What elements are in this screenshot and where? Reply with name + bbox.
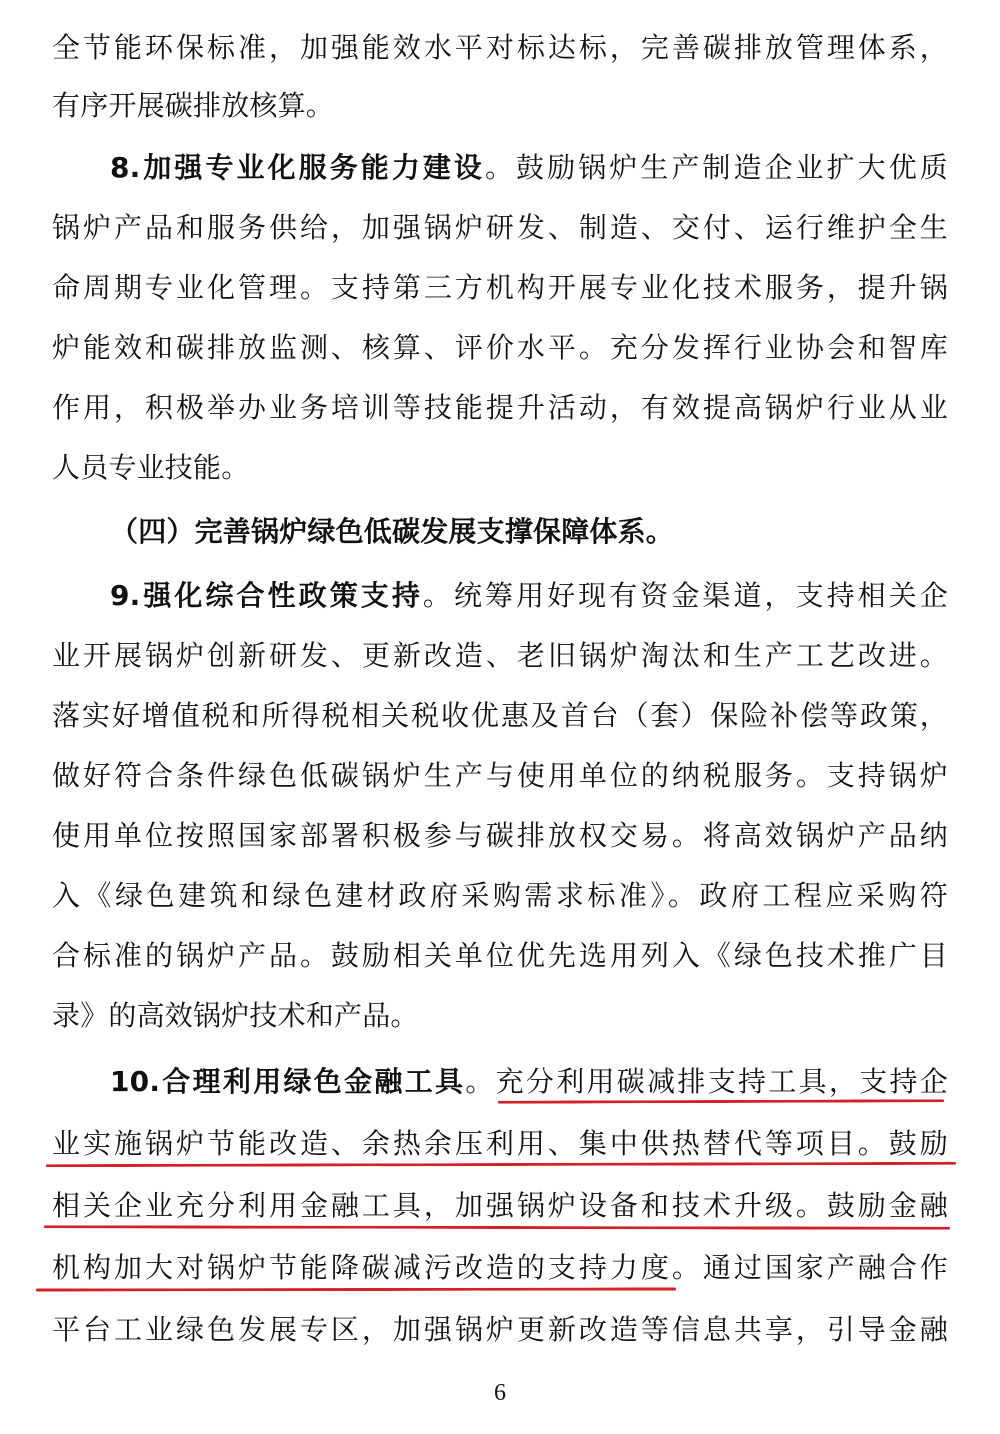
text-run: 全节能环保标准，加强能效水平对标达标，完善碳排放管理体系， <box>52 31 948 64</box>
text-run: 做好符合条件绿色低碳锅炉生产与使用单位的纳税服务。支持锅炉 <box>52 759 948 792</box>
text-run: 命周期专业化管理。支持第三方机构开展专业化技术服务，提升锅 <box>52 271 948 304</box>
text-run: 。充分利用碳减排支持工具，支持企 <box>465 1065 948 1098</box>
text-run: 相关企业充分利用金融工具，加强锅炉设备和技术升级。鼓励金融 <box>52 1189 948 1222</box>
text-line <box>52 754 948 798</box>
text-run: 。统筹用好现有资金渠道，支持相关企 <box>422 579 948 612</box>
page-number: 6 <box>494 1380 506 1406</box>
red-underline-mark <box>36 1287 676 1291</box>
item-heading-9: 9.强化综合性政策支持 <box>110 579 423 612</box>
text-run: 作用，积极举办业务培训等技能提升活动，有效提高锅炉行业从业 <box>52 391 948 424</box>
text-run: 有序开展碳排放核算。 <box>52 89 335 122</box>
text-line <box>52 326 948 370</box>
text-line <box>52 874 948 918</box>
text-line <box>52 26 948 70</box>
text-line <box>52 266 948 310</box>
text-run: 合标准的锅炉产品。鼓励相关单位优先选用列入《绿色技术推广目 <box>52 939 948 972</box>
text-line <box>52 1184 948 1228</box>
section-heading-text: （四）完善锅炉绿色低碳发展支撑保障体系。 <box>110 515 675 548</box>
item-heading-8: 8.加强专业化服务能力建设 <box>110 151 485 184</box>
text-line <box>52 694 948 738</box>
red-underline-mark <box>44 1225 950 1230</box>
text-run: 业开展锅炉创新研发、更新改造、老旧锅炉淘汰和生产工艺改进。 <box>52 639 948 672</box>
text-line <box>52 1246 948 1290</box>
text-run: 。鼓励锅炉生产制造企业扩大优质 <box>485 151 948 184</box>
text-line <box>52 206 948 250</box>
section-heading-4 <box>110 510 948 554</box>
paragraph-9-first-line <box>110 574 948 618</box>
paragraph-10-first-line <box>110 1060 948 1104</box>
text-line <box>52 634 948 678</box>
text-line <box>52 386 948 430</box>
text-run: 使用单位按照国家部署积极参与碳排放权交易。将高效锅炉产品纳 <box>52 819 948 852</box>
text-run: 落实好增值税和所得税相关税收优惠及首台（套）保险补偿等政策， <box>52 699 948 732</box>
text-line <box>52 1308 948 1352</box>
text-line <box>52 994 948 1038</box>
text-run: 锅炉产品和服务供给，加强锅炉研发、制造、交付、运行维护全生 <box>52 211 948 244</box>
text-run: 录》的高效锅炉技术和产品。 <box>52 999 419 1032</box>
text-line <box>52 1122 948 1166</box>
item-heading-10: 10.合理利用绿色金融工具 <box>110 1065 466 1098</box>
paragraph-8-first-line <box>110 146 948 190</box>
text-line <box>52 814 948 858</box>
text-line <box>52 934 948 978</box>
text-run: 业实施锅炉节能改造、余热余压利用、集中供热替代等项目。鼓励 <box>52 1127 948 1160</box>
text-run: 平台工业绿色发展专区，加强锅炉更新改造等信息共享，引导金融 <box>52 1313 948 1346</box>
text-line <box>52 446 948 490</box>
text-run: 机构加大对锅炉节能降碳减污改造的支持力度 <box>52 1251 672 1284</box>
text-run: 人员专业技能。 <box>52 451 250 484</box>
text-run: 。通过国家产融合作 <box>671 1251 948 1284</box>
text-line <box>52 84 948 128</box>
text-run: 入《绿色建筑和绿色建材政府采购需求标准》。政府工程应采购符 <box>52 879 948 912</box>
text-run: 炉能效和碳排放监测、核算、评价水平。充分发挥行业协会和智库 <box>52 331 948 364</box>
